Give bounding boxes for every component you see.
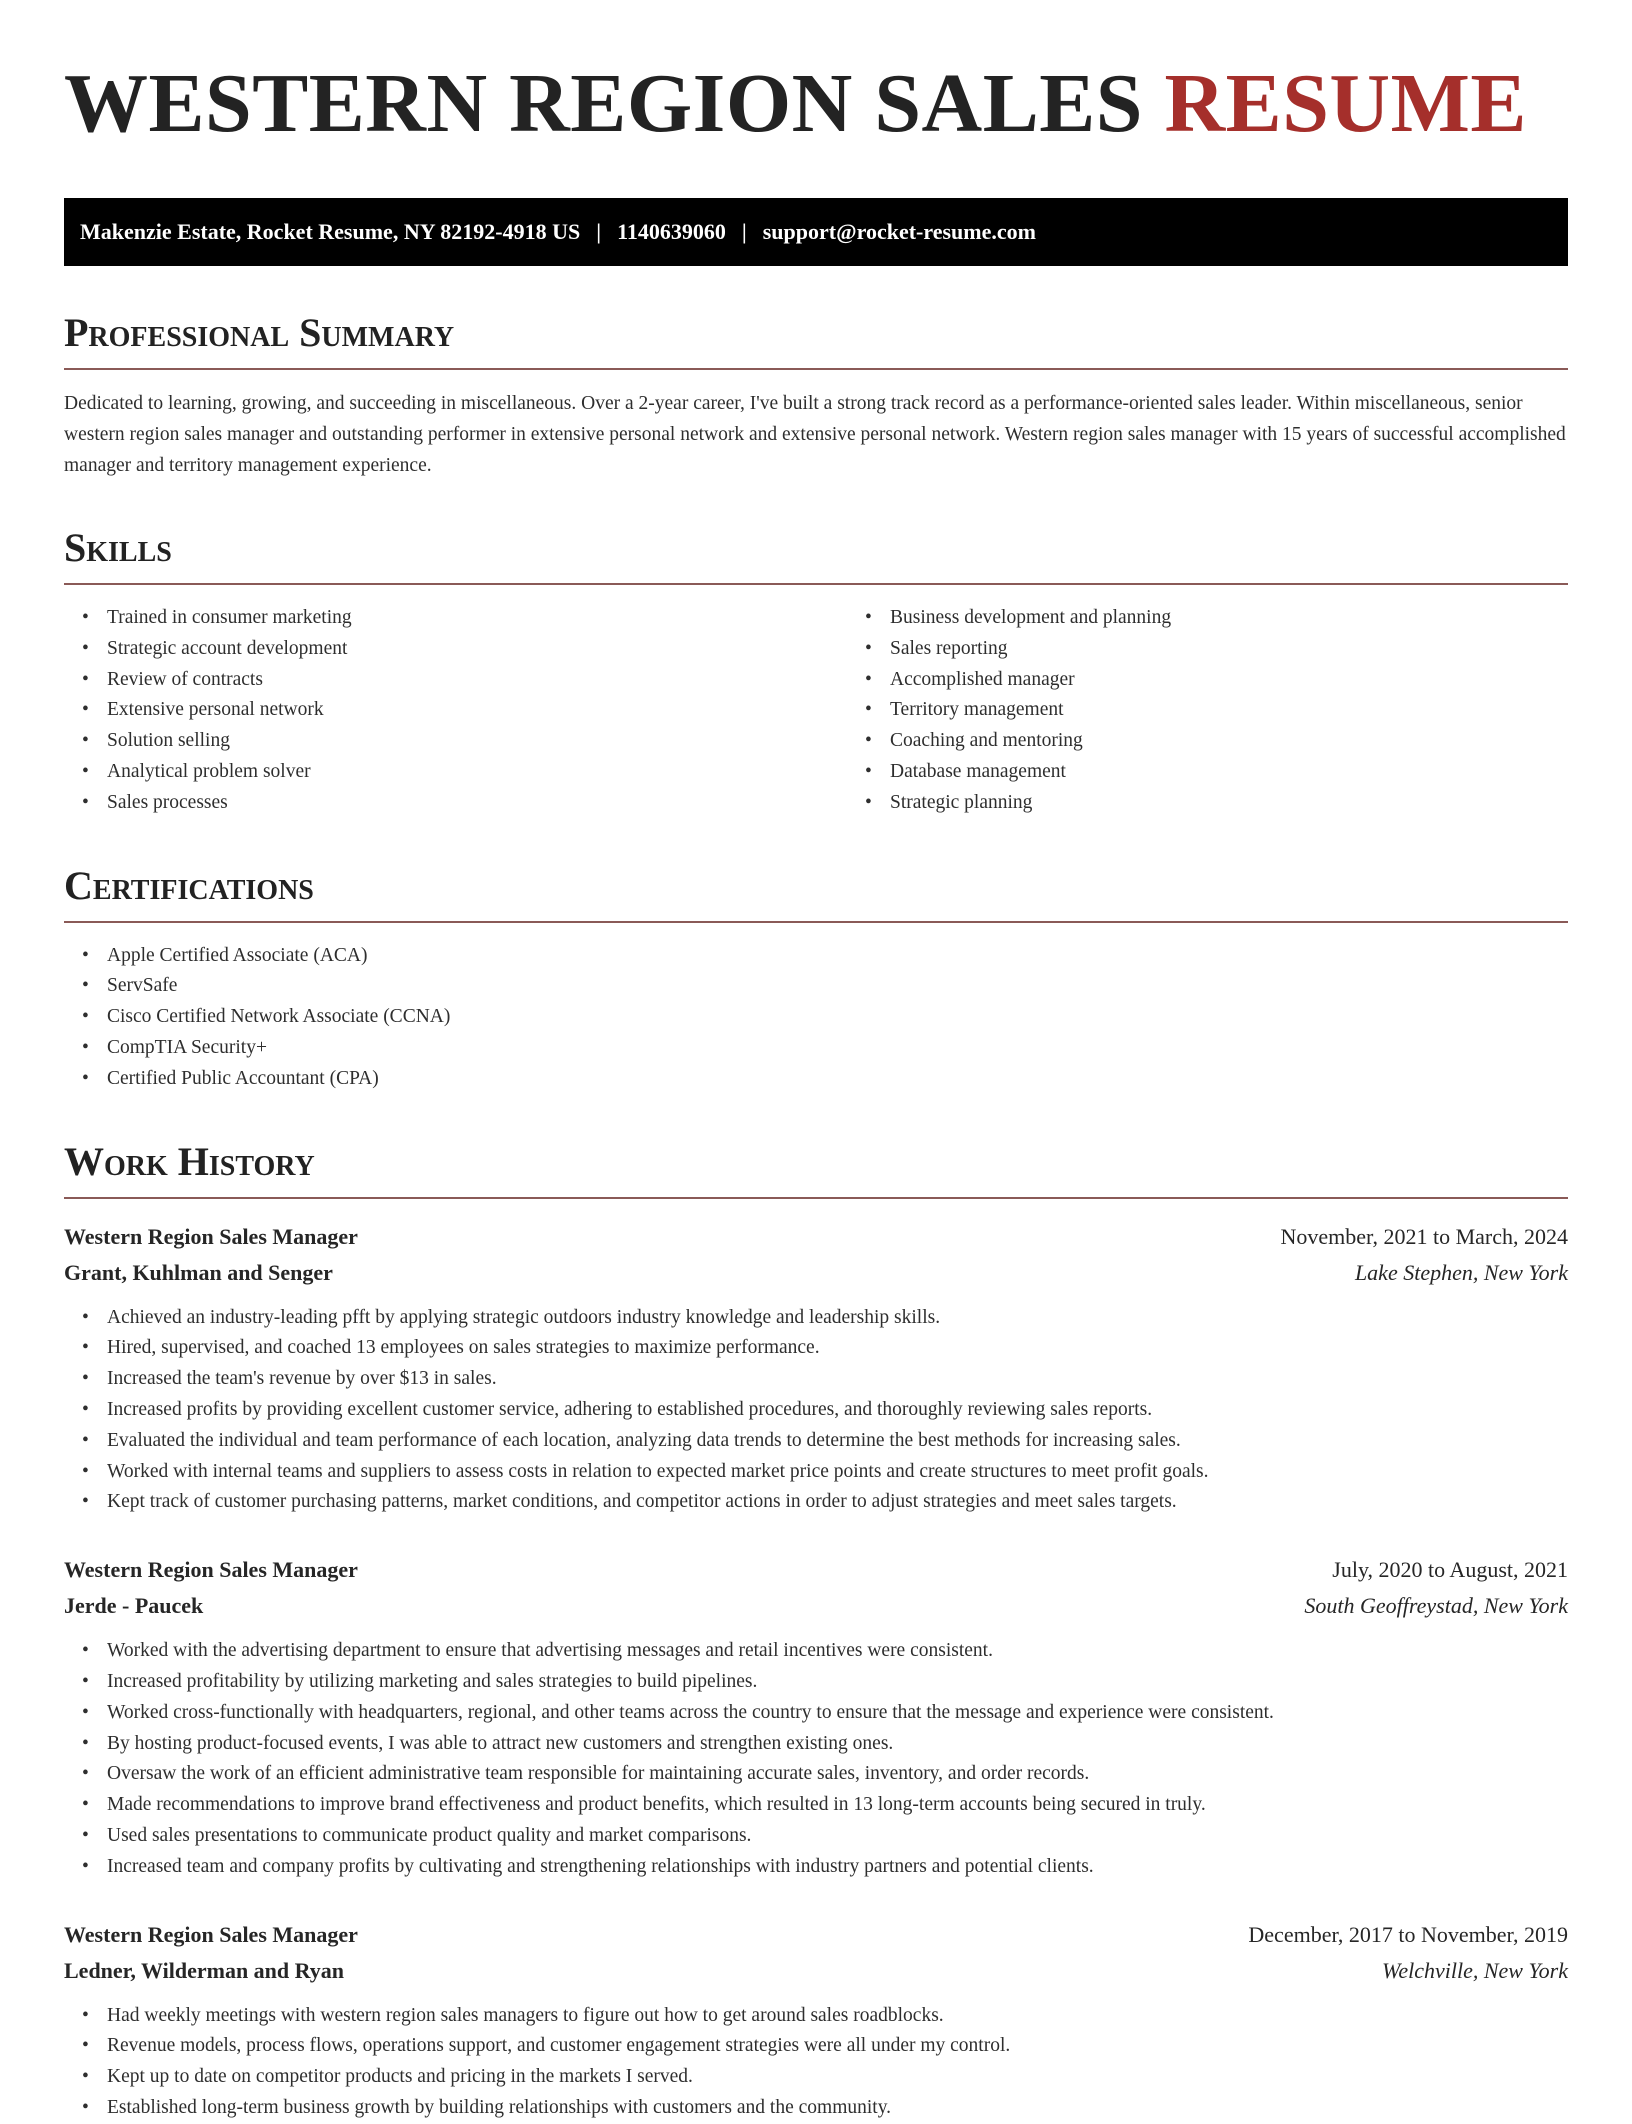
job-duty-item: • Kept track of customer purchasing patterns, market conditions, and competitor actions in order to adjust strategies and meet sales targets. — [107, 1487, 1568, 1518]
contact-email: support@rocket-resume.com — [762, 219, 1036, 244]
job-entry — [64, 1219, 1568, 1519]
certification-item: • Apple Certified Associate (ACA) — [107, 941, 1568, 972]
job-duties-list — [64, 2001, 1568, 2124]
job-duty-item: • By hosting product-focused events, I was able to attract new customers and strengthen existing ones. — [107, 1729, 1568, 1760]
skill-item: • Sales reporting — [890, 634, 1568, 665]
certifications-list — [64, 941, 1568, 1095]
skills-heading: Skills — [64, 525, 1568, 585]
job-duty-item: • Established long-term business growth by building relationships with customers and the community. — [107, 2093, 1568, 2124]
summary-heading: Professional Summary — [64, 310, 1568, 370]
job-duty-item: • Worked with the advertising department to ensure that advertising messages and retail incentives were consistent. — [107, 1636, 1568, 1667]
contact-separator: | — [596, 219, 602, 244]
job-entry — [64, 1552, 1568, 1882]
job-location: Welchville, New York — [1382, 1957, 1568, 1983]
skill-item: • Strategic account development — [107, 634, 847, 665]
skill-item: • Solution selling — [107, 726, 847, 757]
jobs-list — [64, 1219, 1568, 2124]
resume-title — [64, 58, 1568, 150]
skill-item: • Coaching and mentoring — [890, 726, 1568, 757]
job-duty-item: • Hired, supervised, and coached 13 employees on sales strategies to maximize performance. — [107, 1333, 1568, 1364]
job-duty-item: • Increased the team's revenue by over $13 in sales. — [107, 1364, 1568, 1395]
skills-section — [64, 525, 1568, 819]
certifications-heading: Certifications — [64, 863, 1568, 923]
job-duty-item: • Oversaw the work of an efficient administrative team responsible for maintaining accurate sales, inventory, and order records. — [107, 1759, 1568, 1790]
work-history-section — [64, 1139, 1568, 2124]
skill-item: • Analytical problem solver — [107, 757, 847, 788]
job-duty-item: • Used sales presentations to communicate product quality and market comparisons. — [107, 1821, 1568, 1852]
job-duty-item: • Worked with internal teams and suppliers to assess costs in relation to expected market price points and create structures to meet profit goals. — [107, 1457, 1568, 1488]
job-duties-list — [64, 1636, 1568, 1882]
job-dates: July, 2020 to August, 2021 — [1332, 1557, 1568, 1583]
contact-bar — [64, 198, 1568, 266]
job-company-row — [64, 1588, 1568, 1624]
skill-item: • Strategic planning — [890, 788, 1568, 819]
job-duty-item: • Had weekly meetings with western region sales managers to figure out how to get around sales roadblocks. — [107, 2001, 1568, 2032]
job-company: Jerde - Paucek — [64, 1593, 204, 1619]
job-header-row — [64, 1552, 1568, 1588]
skill-item: • Extensive personal network — [107, 695, 847, 726]
job-company: Ledner, Wilderman and Ryan — [64, 1957, 344, 1983]
skills-list-left — [64, 603, 847, 819]
job-company: Grant, Kuhlman and Senger — [64, 1259, 333, 1285]
contact-address: Makenzie Estate, Rocket Resume, NY 82192-4918 US — [80, 219, 581, 244]
skill-item: • Territory management — [890, 695, 1568, 726]
job-duty-item: • Increased team and company profits by cultivating and strengthening relationships with industry partners and potential clients. — [107, 1852, 1568, 1883]
job-duty-item: • Revenue models, process flows, operations support, and customer engagement strategies were all under my control. — [107, 2031, 1568, 2062]
job-header-row — [64, 1917, 1568, 1953]
certification-item: • Cisco Certified Network Associate (CCNA) — [107, 1002, 1568, 1033]
job-dates: December, 2017 to November, 2019 — [1248, 1921, 1568, 1947]
summary-section — [64, 310, 1568, 481]
job-role: Western Region Sales Manager — [64, 1223, 358, 1249]
job-dates: November, 2021 to March, 2024 — [1280, 1223, 1568, 1249]
job-duty-item: • Evaluated the individual and team performance of each location, analyzing data trends to determine the best methods for increasing sales. — [107, 1426, 1568, 1457]
job-company-row — [64, 1255, 1568, 1291]
certification-item: • Certified Public Accountant (CPA) — [107, 1064, 1568, 1095]
skill-item: • Accomplished manager — [890, 665, 1568, 696]
job-duty-item: • Increased profitability by utilizing marketing and sales strategies to build pipelines. — [107, 1667, 1568, 1698]
certification-item: • CompTIA Security+ — [107, 1033, 1568, 1064]
job-duty-item: • Increased profits by providing excellent customer service, adhering to established procedures, and thoroughly reviewing sales reports. — [107, 1395, 1568, 1426]
job-duty-item: • Kept up to date on competitor products and pricing in the markets I served. — [107, 2062, 1568, 2093]
contact-separator: | — [741, 219, 747, 244]
job-role: Western Region Sales Manager — [64, 1921, 358, 1947]
work-history-heading: Work History — [64, 1139, 1568, 1199]
job-duty-item: • Made recommendations to improve brand effectiveness and product benefits, which resulted in 13 long-term accounts being secured in truly. — [107, 1790, 1568, 1821]
job-duties-list — [64, 1303, 1568, 1519]
job-role: Western Region Sales Manager — [64, 1557, 358, 1583]
skills-list-right — [847, 603, 1568, 819]
title-main: WESTERN REGION SALES — [64, 57, 1165, 150]
job-header-row — [64, 1219, 1568, 1255]
job-company-row — [64, 1953, 1568, 1989]
skill-item: • Sales processes — [107, 788, 847, 819]
skill-item: • Database management — [890, 757, 1568, 788]
skill-item: • Review of contracts — [107, 665, 847, 696]
job-location: South Geoffreystad, New York — [1304, 1593, 1568, 1619]
certifications-section — [64, 863, 1568, 1095]
job-duty-item: • Worked cross-functionally with headquarters, regional, and other teams across the country to ensure that the message and experience were consistent. — [107, 1698, 1568, 1729]
summary-text: Dedicated to learning, growing, and succeeding in miscellaneous. Over a 2-year career, I've built a strong track record as a performance-oriented sales leader. Within miscellaneous, senior western region sales manager and outstanding performer in extensive personal network and extensive personal network. Western region sales manager with 15 years of successful accomplished manager and territory management experience. — [64, 393, 1566, 476]
job-location: Lake Stephen, New York — [1354, 1259, 1568, 1285]
skills-grid — [64, 603, 1568, 819]
job-entry — [64, 1917, 1568, 2124]
contact-phone: 1140639060 — [617, 219, 726, 244]
title-accent: RESUME — [1164, 57, 1527, 150]
certification-item: • ServSafe — [107, 971, 1568, 1002]
skill-item: • Trained in consumer marketing — [107, 603, 847, 634]
skill-item: • Business development and planning — [890, 603, 1568, 634]
job-duty-item: • Achieved an industry-leading pfft by applying strategic outdoors industry knowledge and leadership skills. — [107, 1303, 1568, 1334]
